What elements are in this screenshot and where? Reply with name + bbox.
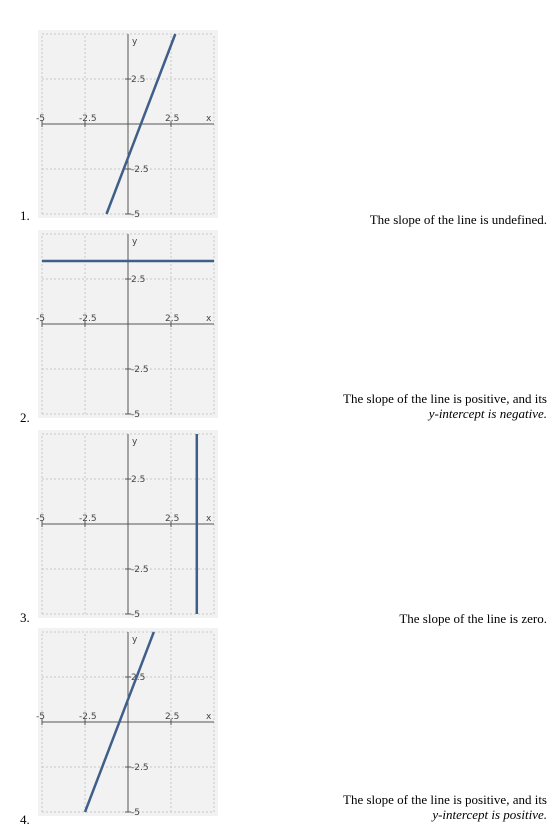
x-tick-label: -5 xyxy=(36,114,45,124)
y-axis-label: y xyxy=(132,437,138,447)
x-tick-label: 2.5 xyxy=(165,514,180,524)
graph-4-svg xyxy=(38,628,218,816)
x-axis-label: x xyxy=(206,712,212,722)
statement-4 xyxy=(343,792,547,822)
item-number-3: 3. xyxy=(20,610,30,625)
x-tick-label: 2.5 xyxy=(165,314,180,324)
x-tick-label: -5 xyxy=(36,712,45,722)
graph-4 xyxy=(38,628,218,816)
y-tick-label: -2.5 xyxy=(131,365,149,375)
y-axis-label: y xyxy=(132,635,138,645)
y-tick-label: -2.5 xyxy=(131,565,149,575)
statement-1-line-1: The slope of the line is undefined. xyxy=(369,212,547,227)
statement-2-line-1: The slope of the line is positive, and its xyxy=(343,391,547,406)
item-number-1: 1. xyxy=(20,208,30,223)
graph-1 xyxy=(38,30,218,218)
y-tick-label: -5 xyxy=(131,210,140,220)
y-tick-label: -5 xyxy=(131,410,140,420)
x-axis-label: x xyxy=(206,514,212,524)
graph-1-svg xyxy=(38,30,218,218)
statement-3 xyxy=(399,611,547,626)
x-tick-label: -5 xyxy=(36,514,45,524)
x-tick-label: -2.5 xyxy=(79,514,97,524)
x-tick-label: 2.5 xyxy=(165,712,180,722)
x-axis-label: x xyxy=(206,114,212,124)
y-tick-label: 2.5 xyxy=(131,475,146,485)
statement-4-line-2: y-intercept is positive. xyxy=(432,807,547,822)
statement-2 xyxy=(343,391,547,421)
y-tick-label: -5 xyxy=(131,808,140,818)
graph-2-svg xyxy=(38,230,218,418)
item-number-4: 4. xyxy=(20,812,30,827)
graph-3 xyxy=(38,430,218,618)
graph-3-svg xyxy=(38,430,218,618)
y-axis-label: y xyxy=(132,37,138,47)
statement-4-line-1: The slope of the line is positive, and its xyxy=(343,792,547,807)
statement-1 xyxy=(370,212,547,227)
x-tick-label: -2.5 xyxy=(79,314,97,324)
item-number-2: 2. xyxy=(20,410,30,425)
statement-3-line-1: The slope of the line is zero. xyxy=(399,611,547,626)
x-tick-label: -5 xyxy=(36,314,45,324)
x-tick-label: -2.5 xyxy=(79,114,97,124)
x-axis-label: x xyxy=(206,314,212,324)
y-tick-label: -5 xyxy=(131,610,140,620)
y-tick-label: 2.5 xyxy=(131,275,146,285)
y-tick-label: -2.5 xyxy=(131,165,149,175)
y-tick-label: 2.5 xyxy=(131,75,146,85)
statement-2-line-2: y-intercept is negative. xyxy=(428,406,547,421)
x-tick-label: 2.5 xyxy=(165,114,180,124)
y-tick-label: 2.5 xyxy=(131,673,146,683)
y-axis-label: y xyxy=(132,237,138,247)
y-tick-label: -2.5 xyxy=(131,763,149,773)
x-tick-label: -2.5 xyxy=(79,712,97,722)
graph-2 xyxy=(38,230,218,418)
